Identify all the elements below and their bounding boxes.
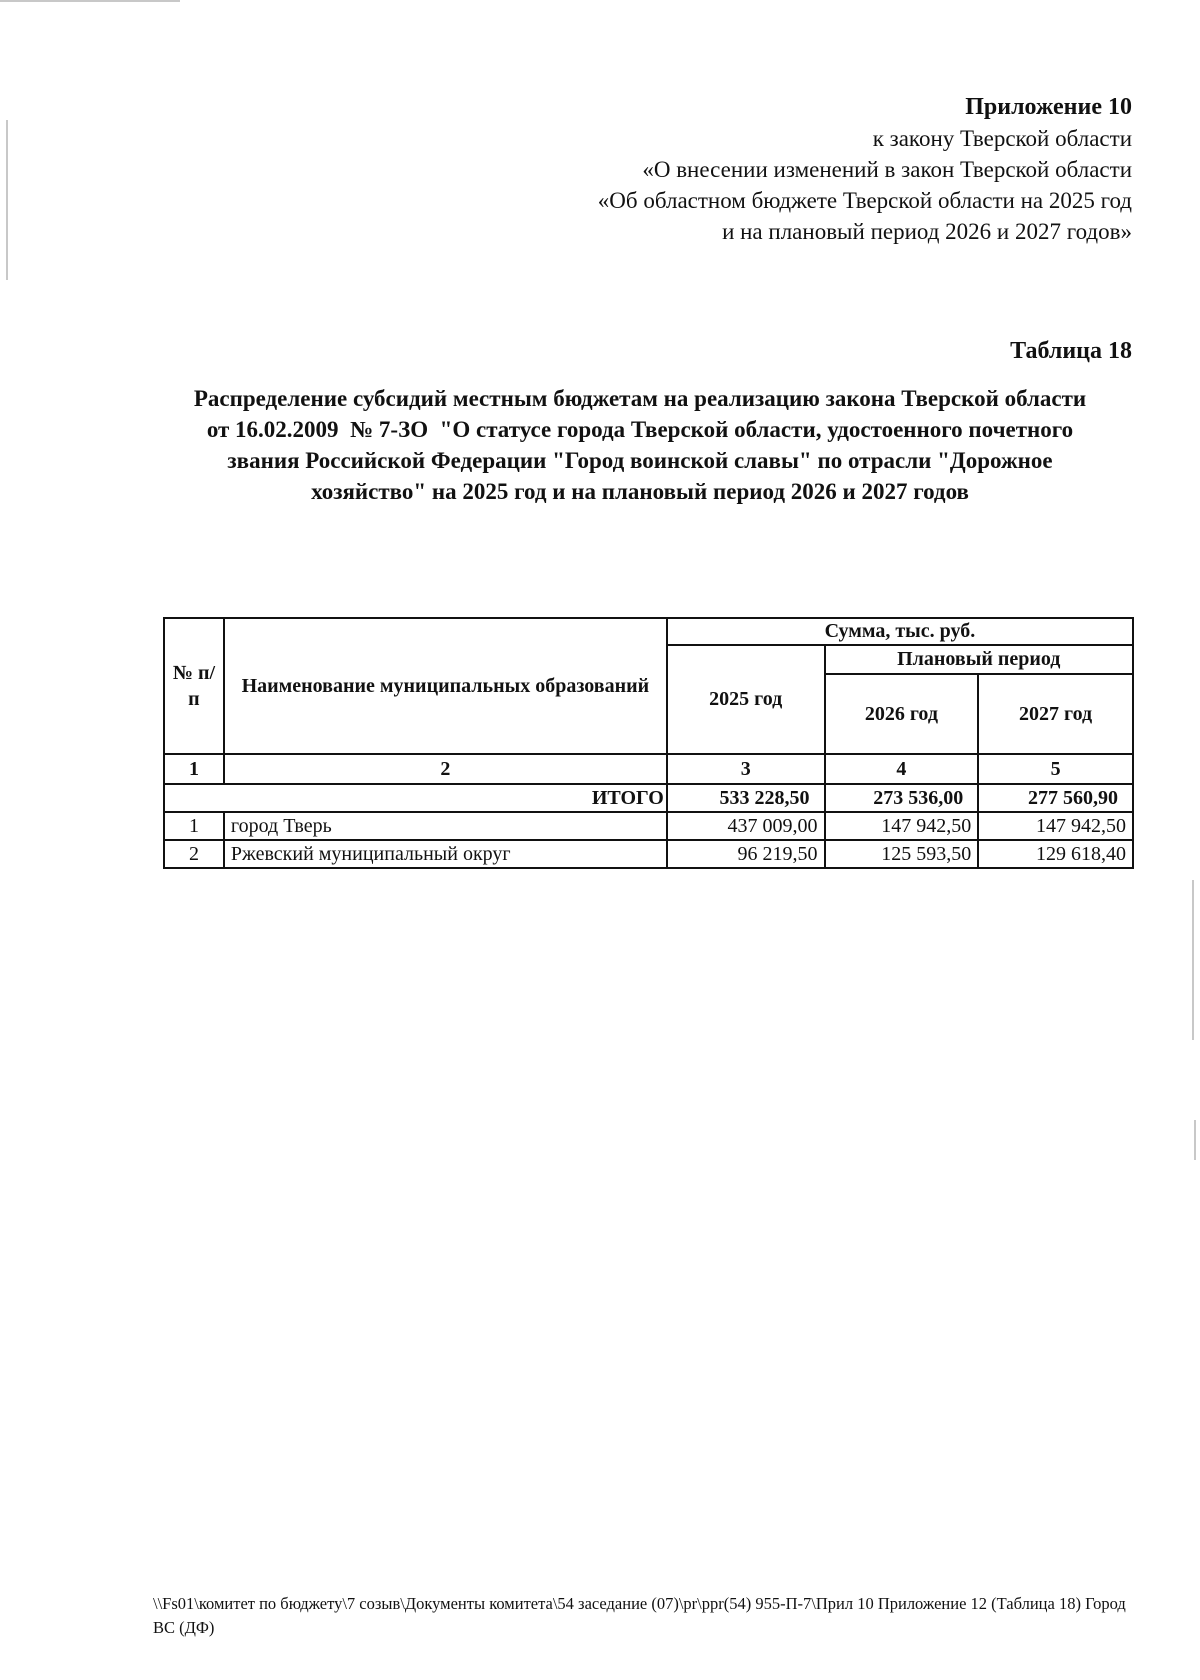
header-name: Наименование муниципальных образований: [224, 618, 667, 754]
header-planned-period: Плановый период: [825, 645, 1133, 674]
amount-2025: 437 009,00: [667, 812, 825, 840]
header-num: № п/п: [164, 618, 224, 754]
title-line: Распределение субсидий местным бюджетам на реализацию закона Тверской области: [193, 386, 1087, 411]
municipality-name: город Тверь: [224, 812, 667, 840]
amount-2027: 129 618,40: [978, 840, 1133, 868]
subsidy-table: [163, 617, 1134, 869]
appendix-line: к закону Тверской области: [872, 126, 1132, 151]
total-row: [164, 784, 1133, 812]
column-index: 3: [667, 754, 825, 784]
title-line: звания Российской Федерации "Город воинской славы" по отрасли "Дорожное: [227, 448, 1053, 473]
total-2027: 277 560,90: [978, 784, 1133, 812]
total-label: ИТОГО: [164, 784, 667, 812]
appendix-line: и на плановый период 2026 и 2027 годов»: [722, 219, 1132, 244]
amount-2026: 147 942,50: [825, 812, 979, 840]
table-number: Таблица 18: [1010, 338, 1132, 364]
appendix-header: [432, 92, 1132, 247]
row-number: 2: [164, 840, 224, 868]
scan-edge-mark: [1194, 1120, 1196, 1160]
total-2025: 533 228,50: [667, 784, 825, 812]
column-index: 4: [825, 754, 979, 784]
file-path-footer: \\Fs01\комитет по бюджету\7 созыв\Документы комитета\54 заседание (07)\pr\ppr(54) 955-П-7\Прил 10 Приложение 12 (Таблица 18) Город ВС (ДФ): [153, 1594, 1126, 1637]
table-header-row: [164, 618, 1133, 645]
column-index: 1: [164, 754, 224, 784]
total-2026: 273 536,00: [825, 784, 979, 812]
document-title: [160, 383, 1120, 507]
amount-2026: 125 593,50: [825, 840, 979, 868]
row-number: 1: [164, 812, 224, 840]
appendix-line: «О внесении изменений в закон Тверской области: [642, 157, 1132, 182]
appendix-number: Приложение 10: [965, 94, 1132, 120]
table-row: [164, 840, 1133, 868]
municipality-name: Ржевский муниципальный округ: [224, 840, 667, 868]
scan-edge-mark: [6, 120, 8, 280]
amount-2025: 96 219,50: [667, 840, 825, 868]
header-sum: Сумма, тыс. руб.: [667, 618, 1133, 645]
scan-edge-mark: [1192, 880, 1194, 1040]
table-row: [164, 812, 1133, 840]
header-2027: 2027 год: [978, 674, 1133, 754]
amount-2027: 147 942,50: [978, 812, 1133, 840]
column-index: 2: [224, 754, 667, 784]
column-index: 5: [978, 754, 1133, 784]
title-line: от 16.02.2009 № 7-ЗО "О статусе города Тверской области, удостоенного почетного: [206, 417, 1074, 442]
header-2025: 2025 год: [667, 645, 825, 754]
scan-edge-mark: [0, 0, 180, 2]
column-index-row: [164, 754, 1133, 784]
appendix-line: «Об областном бюджете Тверской области на 2025 год: [597, 188, 1132, 213]
title-line: хозяйство" на 2025 год и на плановый период 2026 и 2027 годов: [311, 479, 969, 504]
header-2026: 2026 год: [825, 674, 979, 754]
